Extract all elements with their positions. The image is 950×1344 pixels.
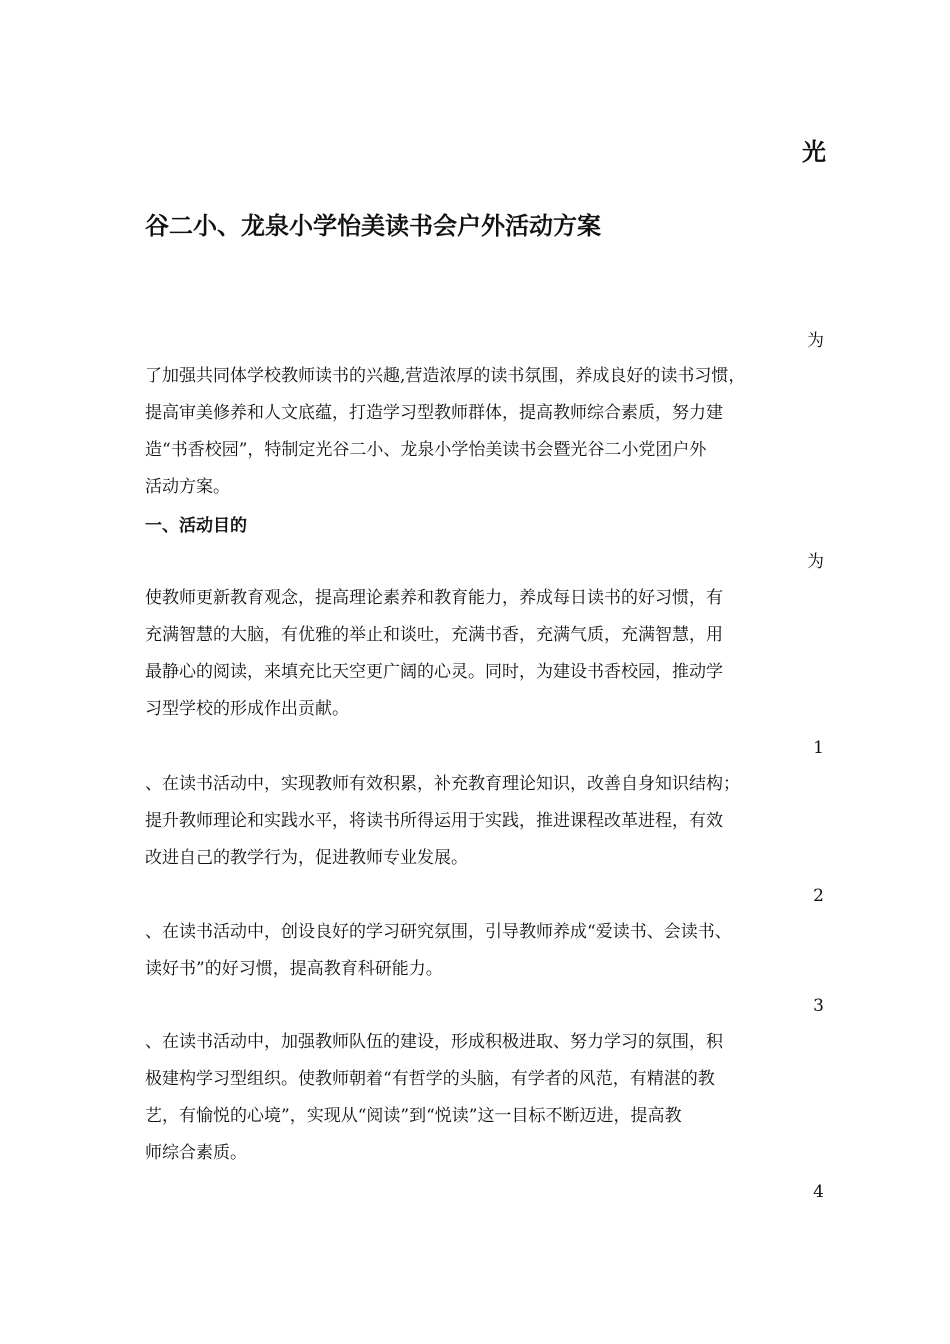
- paragraph-line: 提高审美修养和人文底蕴，打造学习型教师群体，提高教师综合素质，努力建: [145, 403, 723, 423]
- paragraph-line: 了加强共同体学校教师读书的兴趣,营造浓厚的读书氛围，养成良好的读书习惯，: [145, 366, 746, 386]
- item-number: 1: [813, 738, 824, 758]
- page-title: 谷二小、龙泉小学怡美读书会户外活动方案: [145, 211, 601, 240]
- paragraph-line: 充满智慧的大脑，有优雅的举止和谈吐，充满书香，充满气质，充满智慧，用: [145, 625, 723, 645]
- item-number: 4: [813, 1182, 824, 1202]
- intro-paragraph: [145, 358, 825, 506]
- paragraph-line: 、在读书活动中，加强教师队伍的建设，形成积极进取、努力学习的氛围，积: [145, 1032, 723, 1052]
- title-first-char: 光: [802, 137, 826, 166]
- paragraph-line: 、在读书活动中，创设良好的学习研究氛围，引导教师养成“爱读书、会读书、: [145, 922, 732, 942]
- paragraph-line: 习型学校的形成作出贡献。: [145, 699, 349, 719]
- paragraph-line: 活动方案。: [145, 477, 230, 497]
- section-heading: 一、活动目的: [145, 516, 247, 536]
- section1-marker: 为: [807, 552, 824, 572]
- intro-marker: 为: [807, 331, 824, 351]
- item-paragraph: [145, 1024, 825, 1172]
- item-paragraph: [145, 766, 825, 877]
- section1-paragraph: [145, 580, 825, 728]
- paragraph-line: 最静心的阅读，来填充比天空更广阔的心灵。同时，为建设书香校园，推动学: [145, 662, 723, 682]
- item-number: 3: [813, 996, 824, 1016]
- paragraph-line: 使教师更新教育观念，提高理论素养和教育能力，养成每日读书的好习惯，有: [145, 588, 723, 608]
- paragraph-line: 造“书香校园”，特制定光谷二小、龙泉小学怡美读书会暨光谷二小党团户外: [145, 440, 707, 460]
- paragraph-line: 、在读书活动中，实现教师有效积累，补充教育理论知识，改善自身知识结构；: [145, 774, 740, 794]
- item-number: 2: [813, 886, 824, 906]
- paragraph-line: 师综合素质。: [145, 1143, 247, 1163]
- paragraph-line: 提升教师理论和实践水平，将读书所得运用于实践，推进课程改革进程，有效: [145, 811, 723, 831]
- paragraph-line: 极建构学习型组织。使教师朝着“有哲学的头脑，有学者的风范，有精湛的教: [145, 1069, 715, 1089]
- item-paragraph: [145, 914, 825, 988]
- paragraph-line: 改进自己的教学行为，促进教师专业发展。: [145, 848, 468, 868]
- paragraph-line: 读好书”的好习惯，提高教育科研能力。: [145, 959, 443, 979]
- paragraph-line: 艺，有愉悦的心境”，实现从“阅读”到“悦读”这一目标不断迈进，提高教: [145, 1106, 682, 1126]
